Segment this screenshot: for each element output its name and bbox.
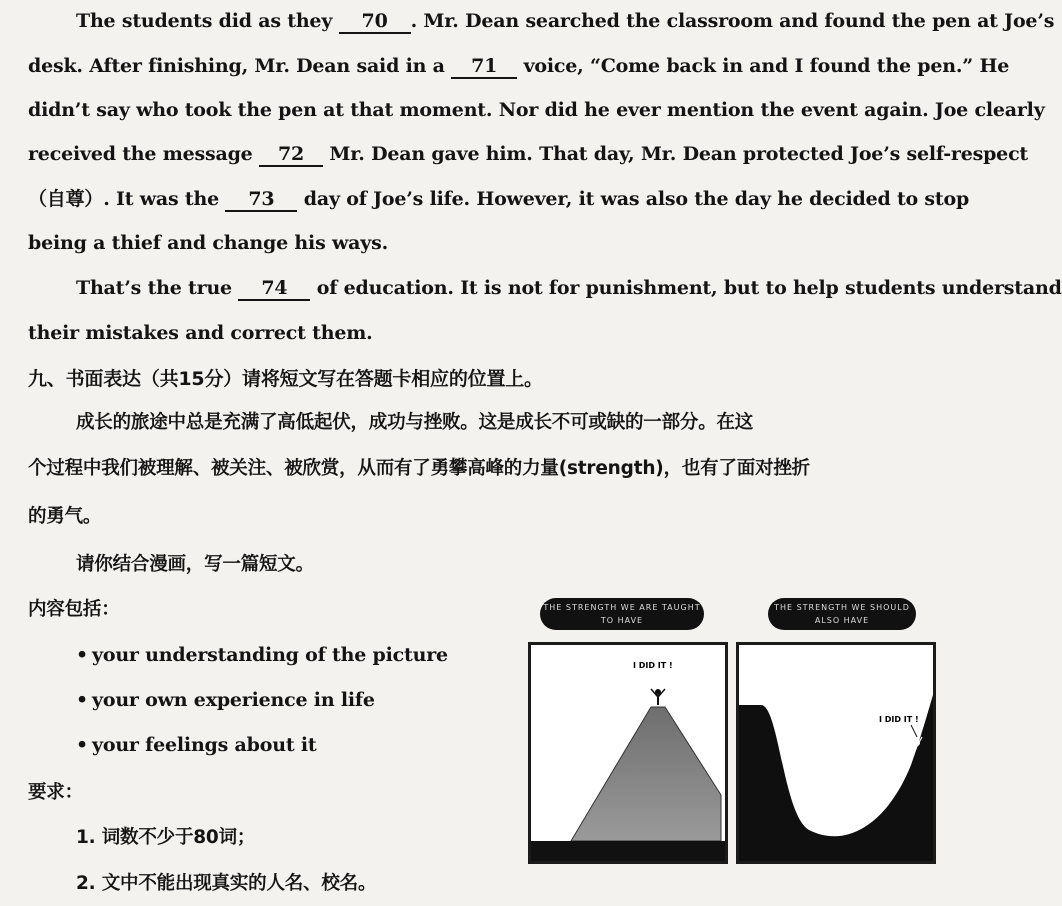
bullet-dot-icon: • — [76, 689, 88, 711]
passage-text: desk. After finishing, Mr. Dean said in a — [28, 55, 452, 77]
passage-text: Mr. Dean gave him. That day, Mr. Dean protected Joe’s self-respect — [322, 143, 1029, 165]
section-heading: 九、书面表达（共15分）请将短文写在答题卡相应的位置上。 — [28, 368, 543, 390]
passage-text: received the message — [28, 143, 259, 165]
answer-blank-73: 73 — [225, 188, 297, 212]
requirement-2: 2. 文中不能出现真实的人名、校名。 — [76, 873, 377, 894]
passage-text: （自尊）. It was the — [28, 188, 226, 210]
comic-illustration — [528, 598, 936, 864]
writing-instruction: 请你结合漫画，写一篇短文。 — [76, 554, 314, 575]
bullet-text: your feelings about it — [92, 734, 317, 756]
comic-panel-right — [736, 642, 936, 864]
passage-text: day of Joe’s life. However, it was also the day he decided to stop — [297, 188, 970, 210]
mountain-illustration — [531, 645, 725, 861]
answer-blank-72: 72 — [259, 143, 323, 167]
bullet-text: your own experience in life — [92, 689, 375, 711]
comic-panel-left — [528, 642, 728, 864]
bullet-dot-icon: • — [76, 644, 88, 666]
bullet-dot-icon: • — [76, 734, 88, 756]
passage-line-2 — [28, 53, 1009, 79]
content-label: 内容包括： — [28, 599, 120, 620]
answer-blank-71: 71 — [451, 55, 517, 79]
passage-text: The students did as they — [76, 10, 339, 32]
passage-line-7 — [76, 275, 1062, 301]
caption-left: THE STRENGTH WE ARE TAUGHT TO HAVE — [540, 598, 704, 630]
requirements-label: 要求： — [28, 782, 83, 803]
speech-right: I DID IT ! — [879, 715, 919, 724]
passage-line-5 — [28, 186, 969, 212]
passage-text: That’s the true — [76, 277, 239, 299]
passage-text: didn’t say who took the pen at that moment. Nor did he ever mention the event again. Joe clearly — [28, 99, 1045, 121]
intro-line-3: 的勇气。 — [28, 506, 102, 527]
passage-line-3 — [28, 97, 1045, 123]
passage-text: their mistakes and correct them. — [28, 322, 373, 344]
passage-text: voice, “Come back in and I found the pen.” He — [517, 55, 1010, 77]
bullet-item — [76, 732, 316, 758]
caption-right: THE STRENGTH WE SHOULD ALSO HAVE — [768, 598, 916, 630]
passage-line-4 — [28, 141, 1028, 167]
bullet-item — [76, 687, 375, 713]
speech-left: I DID IT ! — [633, 661, 673, 670]
passage-line-6 — [28, 230, 388, 256]
passage-line-8 — [28, 320, 373, 346]
bullet-item — [76, 642, 448, 668]
passage-text: . Mr. Dean searched the classroom and found the pen at Joe’s — [410, 10, 1055, 32]
intro-line-2: 个过程中我们被理解、被关注、被欣赏，从而有了勇攀高峰的力量(strength)，也有了面对挫折 — [28, 458, 810, 479]
passage-text: being a thief and change his ways. — [28, 232, 388, 254]
bullet-text: your understanding of the picture — [92, 644, 448, 666]
requirement-1: 1. 词数不少于80词； — [76, 827, 256, 848]
intro-line-1: 成长的旅途中总是充满了高低起伏，成功与挫败。这是成长不可或缺的一部分。在这 — [76, 412, 754, 433]
answer-blank-74: 74 — [238, 277, 310, 301]
valley-illustration — [739, 645, 933, 861]
answer-blank-70: 70 — [339, 10, 411, 34]
passage-text: of education. It is not for punishment, but to help students understand — [310, 277, 1062, 299]
passage-line-1 — [76, 8, 1054, 34]
person-on-summit-icon — [651, 689, 665, 705]
